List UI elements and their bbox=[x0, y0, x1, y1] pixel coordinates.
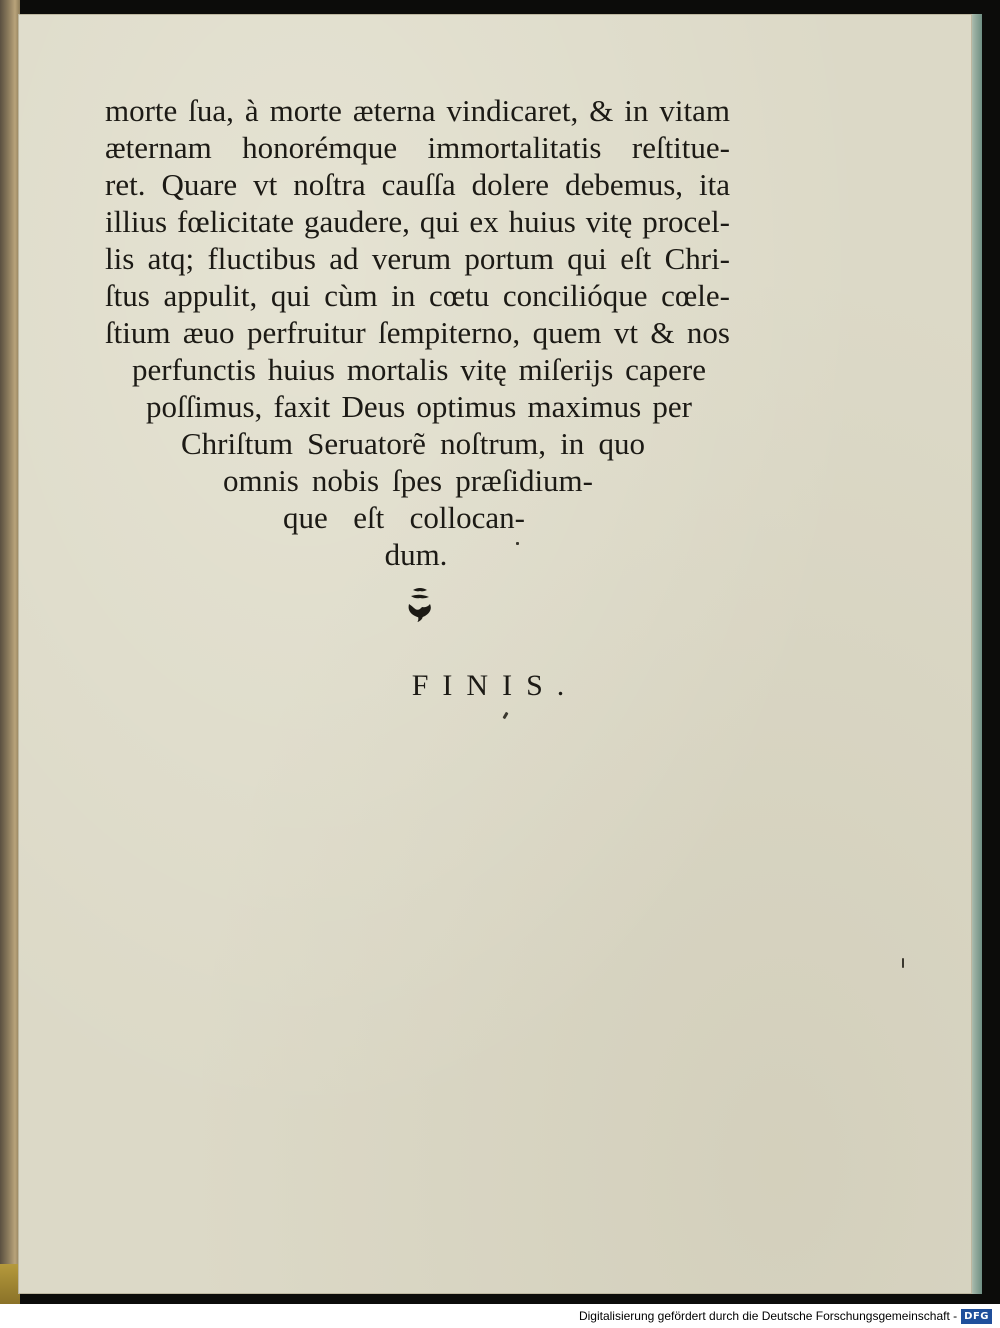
text-line-5: lis atq; fluctibus ad verum portum qui eſt Chri- bbox=[105, 241, 730, 276]
text-line-9: poſſimus, faxit Deus optimus maximus per bbox=[146, 389, 692, 424]
paper-speck bbox=[516, 542, 519, 545]
text-line-8: perfunctis huius mortalis vitę miſerijs capere bbox=[132, 352, 706, 387]
text-line-1: morte ſua, à morte æterna vindicaret, & in vitam bbox=[105, 93, 730, 128]
text-line-11: omnis nobis ſpes præſidium- bbox=[223, 463, 593, 498]
book-spine-edge bbox=[0, 0, 20, 1304]
footer-credit bbox=[579, 1307, 992, 1325]
paper-speck bbox=[502, 712, 508, 720]
text-line-13: dum. bbox=[384, 537, 448, 572]
footer-credit-text: Digitalisierung gefördert durch die Deutsche Forschungsgemeinschaft - bbox=[578, 1309, 958, 1323]
text-line-6: ſtus appulit, qui cùm in cœtu concilióque cœle- bbox=[105, 278, 730, 313]
text-line-4: illius fœlicitate gaudere, qui ex huius vitę procel- bbox=[105, 204, 730, 239]
book-page bbox=[18, 14, 972, 1294]
text-line-7: ſtium æuo perfruitur ſempiterno, quem vt & nos bbox=[105, 315, 730, 350]
fleuron-icon bbox=[403, 586, 437, 622]
text-line-12: que eſt collocan- bbox=[283, 500, 525, 535]
text-line-3: ret. Quare vt noſtra cauſſa dolere debemus, ita bbox=[105, 167, 730, 202]
paper-speck bbox=[902, 958, 904, 968]
text-line-10: Chriſtum Seruatorẽ noſtrum, in quo bbox=[181, 426, 645, 461]
text-line-2: æternam honorémque immortalitatis reſtitue- bbox=[105, 130, 730, 165]
dfg-logo-icon: DFG bbox=[961, 1309, 992, 1324]
finis-heading: FINIS. bbox=[411, 669, 579, 702]
